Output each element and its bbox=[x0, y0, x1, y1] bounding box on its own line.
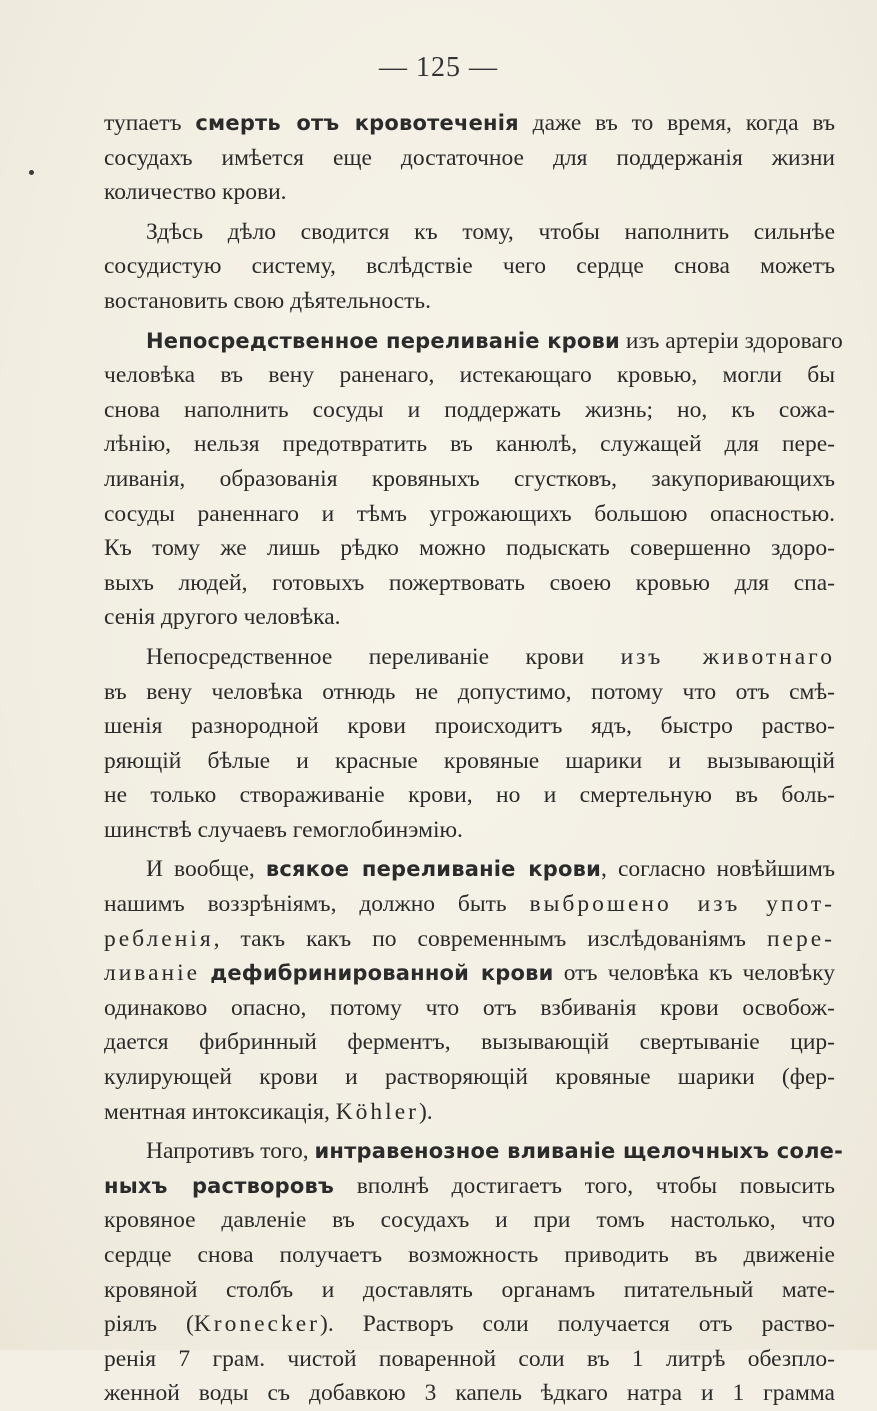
text-run: въ вену человѣка отнюдь не допустимо, потому что отъ смѣ- bbox=[104, 678, 835, 705]
text-line bbox=[104, 284, 835, 319]
text-line bbox=[104, 922, 835, 957]
text-run: лѣнію, нельзя предотвратить въ канюлѣ, служащей для пере- bbox=[104, 431, 835, 458]
text-line bbox=[104, 497, 835, 532]
spaced-phrase: изъ животнаго bbox=[620, 643, 835, 670]
text-run: отъ человѣка къ человѣку bbox=[553, 960, 836, 987]
text-line bbox=[104, 427, 835, 462]
text-run: нашимъ воззрѣніямъ, должно быть bbox=[104, 891, 530, 918]
text-line bbox=[104, 956, 835, 991]
text-line bbox=[104, 778, 835, 813]
text-run: человѣка въ вену раненаго, истекающаго кровью, могли бы bbox=[104, 362, 835, 389]
text-run: ментная интоксикація, bbox=[104, 1098, 336, 1125]
text-run: изъ артеріи здороваго bbox=[619, 327, 843, 354]
text-run: ріялъ ( bbox=[104, 1311, 194, 1338]
text-line bbox=[104, 175, 835, 210]
paragraph-p3 bbox=[104, 324, 843, 635]
text-run: Здѣсь дѣло сводится къ тому, чтобы наполнить сильнѣе bbox=[146, 218, 835, 245]
text-line bbox=[104, 709, 835, 744]
text-line bbox=[104, 1307, 835, 1342]
text-line bbox=[104, 1273, 835, 1308]
paragraph-p6 bbox=[104, 1134, 844, 1411]
text-line bbox=[104, 462, 835, 497]
text-run: сенія другого человѣка. bbox=[104, 604, 341, 631]
text-run: кровяное давленіе въ сосудахъ и при томъ настолько, что bbox=[104, 1207, 835, 1234]
text-line bbox=[104, 566, 835, 601]
text-line bbox=[104, 1169, 835, 1204]
text-line bbox=[104, 358, 835, 393]
text-line bbox=[104, 1376, 835, 1411]
spaced-phrase: ливаніе bbox=[104, 960, 201, 987]
text-line bbox=[104, 1060, 835, 1095]
text-run: ряющій бѣлые и красные кровяные шарики и вызывающій bbox=[104, 747, 835, 774]
spaced-phrase: ребленія bbox=[104, 925, 214, 952]
text-line bbox=[104, 640, 835, 675]
paragraph-p2 bbox=[104, 215, 835, 319]
text-line bbox=[104, 324, 843, 359]
bold-phrase: ныхъ растворовъ bbox=[104, 1173, 335, 1198]
text-line bbox=[104, 600, 835, 635]
text-line bbox=[104, 744, 835, 779]
spaced-phrase: выброшено изъ упот- bbox=[529, 891, 835, 918]
text-line bbox=[104, 141, 835, 176]
text-run: вполнѣ достигаетъ того, чтобы повысить bbox=[334, 1172, 835, 1199]
bold-phrase: смерть отъ кровотеченія bbox=[195, 111, 519, 135]
text-run: сердце снова получаетъ возможность приводить въ движеніе bbox=[104, 1242, 835, 1268]
text-run: снова наполнить сосуды и поддержать жизнь; но, къ сожа- bbox=[104, 396, 835, 423]
text-run: даже въ то время, когда въ bbox=[518, 110, 835, 136]
paragraph-p5 bbox=[104, 852, 835, 1129]
text-line bbox=[104, 1134, 844, 1169]
text-run: Непосредственное переливаніе крови bbox=[146, 643, 621, 670]
text-run: сосуды раненнаго и тѣмъ угрожающихъ большою опасностью. bbox=[104, 500, 835, 527]
text-line bbox=[104, 215, 835, 250]
text-line bbox=[104, 887, 835, 922]
text-run: Напротивъ того, bbox=[146, 1138, 315, 1165]
spaced-phrase: Köhler bbox=[335, 1098, 419, 1125]
text-run: кулирующей крови и растворяющій кровяные шарики (фер- bbox=[104, 1064, 835, 1091]
page-number: — 125 — bbox=[379, 52, 498, 83]
paragraph-p1 bbox=[104, 106, 835, 210]
text-run: выхъ людей, готовыхъ пожертвовать своею кровью для спа- bbox=[104, 569, 835, 596]
spaced-phrase: пере- bbox=[766, 925, 835, 952]
text-line bbox=[104, 1203, 835, 1238]
text-line bbox=[104, 1025, 835, 1060]
text-run: дается фибринный ферментъ, вызывающій свертываніе цир- bbox=[104, 1029, 835, 1056]
paragraph-p4 bbox=[104, 640, 835, 848]
text-run: ). Растворъ соли получается отъ раство- bbox=[320, 1311, 836, 1338]
text-line bbox=[104, 393, 835, 428]
text-run: женной воды съ добавкою 3 капель ѣдкаго натра и 1 грамма bbox=[104, 1380, 835, 1407]
text-run: шинствѣ случаевъ гемоглобинэмію. bbox=[104, 816, 463, 843]
text-run: ренія 7 грам. чистой поваренной соли въ 1 литрѣ обезпло- bbox=[104, 1345, 835, 1372]
text-line bbox=[104, 813, 835, 848]
bold-phrase: всякое переливаніе крови bbox=[265, 857, 602, 882]
text-run: , согласно новѣйшимъ bbox=[601, 856, 835, 883]
text-run: шенія разнородной крови происходитъ ядъ, быстро раство- bbox=[104, 713, 835, 740]
text-run: кровяной столбъ и доставлять органамъ питательный мате- bbox=[104, 1276, 835, 1303]
text-line bbox=[104, 991, 835, 1026]
text-run: ливанія, образованія кровяныхъ сгустковъ, закупоривающихъ bbox=[104, 465, 835, 492]
text-run: не только створаживаніе крови, но и смертельную въ боль- bbox=[104, 782, 835, 809]
text-line bbox=[104, 106, 835, 141]
bold-phrase: Непосредственное переливаніе крови bbox=[146, 328, 620, 353]
text-line bbox=[104, 249, 835, 284]
text-run: сосудистую систему, вслѣдствіе чего сердце снова можетъ bbox=[104, 253, 835, 280]
text-line bbox=[104, 531, 835, 566]
text-run: Къ тому же лишь рѣдко можно подыскать совершенно здоро- bbox=[104, 535, 835, 562]
bold-phrase: интравенозное вливаніе щелочныхъ соле- bbox=[314, 1139, 844, 1164]
text-run: ). bbox=[418, 1098, 433, 1125]
text-run: тупаетъ bbox=[104, 110, 196, 136]
text-run: одинаково опасно, потому что отъ взбиванія крови освобож- bbox=[104, 994, 835, 1021]
text-run bbox=[200, 960, 210, 986]
text-line bbox=[104, 1095, 835, 1130]
bold-phrase: дефибринированной крови bbox=[210, 961, 554, 986]
text-line bbox=[104, 1238, 835, 1273]
body-text bbox=[104, 106, 844, 1411]
spaced-phrase: Kronecker bbox=[193, 1311, 320, 1338]
text-run: И вообще, bbox=[146, 856, 266, 883]
text-run: , такъ какъ по современнымъ изслѣдованіямъ bbox=[213, 925, 767, 952]
text-run: количество крови. bbox=[104, 179, 287, 206]
text-line bbox=[104, 675, 835, 710]
text-run: сосудахъ имѣется еще достаточное для поддержанія жизни bbox=[104, 144, 835, 171]
text-line bbox=[104, 852, 835, 887]
text-run: востановить свою дѣятельность. bbox=[104, 287, 431, 314]
ink-speck bbox=[29, 170, 34, 175]
text-line bbox=[104, 1342, 835, 1377]
